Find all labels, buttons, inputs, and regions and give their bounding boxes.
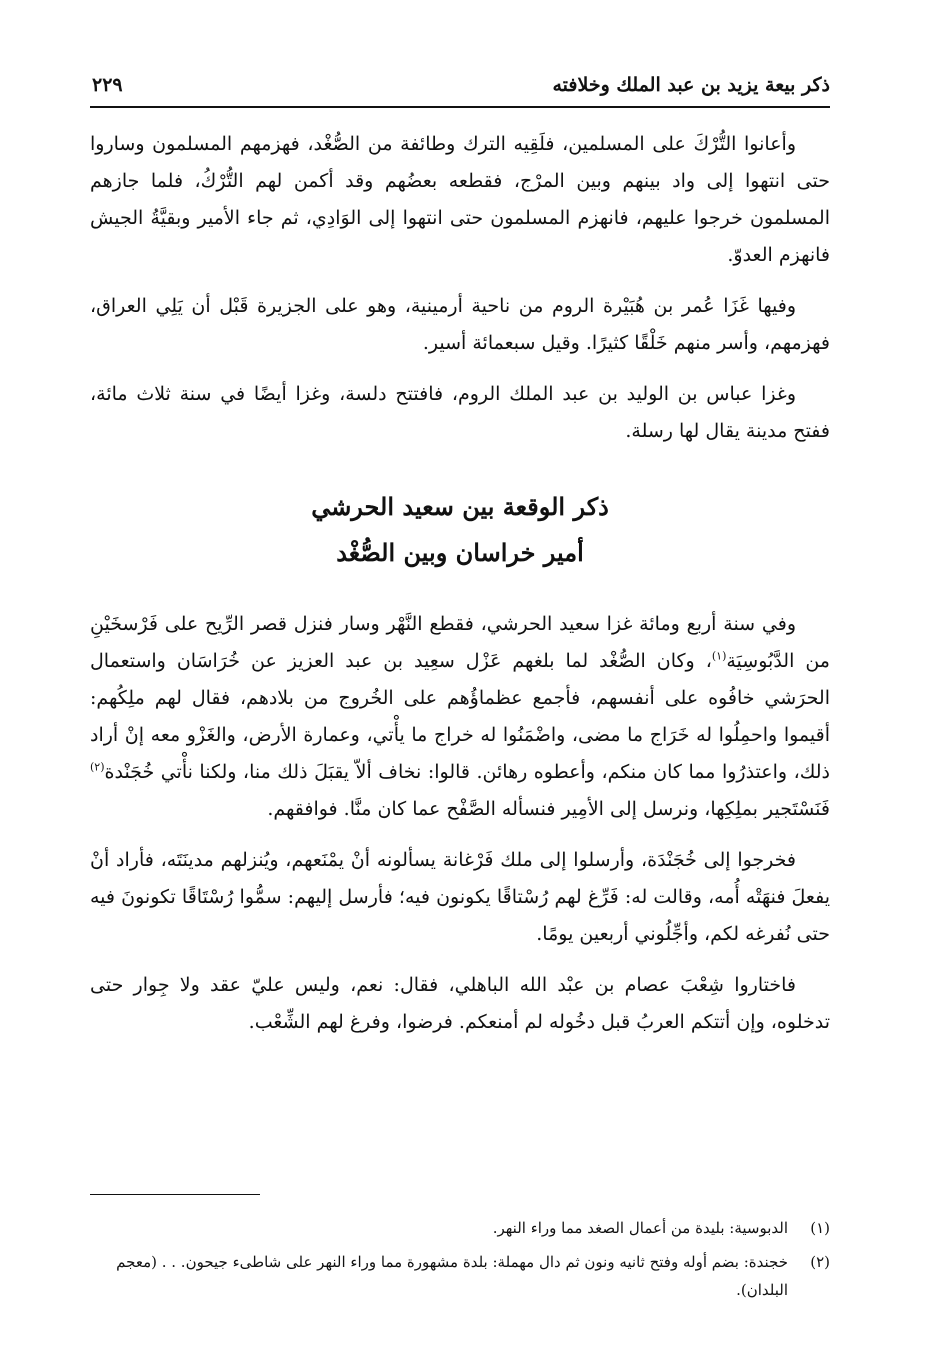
footnote-marker-2: (٢) — [90, 760, 105, 774]
paragraph-4-part-c: فَنَسْتَجير بملِكِها، ونرسل إلى الأمِير فنسأله الصَّفْح عما كان منَّا. فوافقهم. — [267, 798, 830, 820]
footnote-text: خجندة: بضم أوله وفتح ثانيه ونون ثم دال مهملة: بلدة مشهورة مما وراء النهر على شاطىء جيحون. . . (معجم البلدان). — [116, 1253, 788, 1299]
footnotes — [90, 1214, 830, 1310]
footnote-2 — [90, 1248, 830, 1304]
page-number: ٢٢٩ — [92, 74, 123, 96]
paragraph-4-part-a: وفي سنة أربع ومائة غزا سعيد الحرشي، فقطع النَّهْر وسار فنزل قصر الرِّيح على فَرْسخَيْنِ من الدَّبُوسِيَة — [90, 613, 830, 672]
paragraph-4-part-b: ، وكان الصُّغْد لما بلغهم عَزْل سعِيد بن عبد العزيز عن خُرَاسَان واستعمال الحرَشي خافُوه على أنفسهم، فأجمع عظماؤُهم على الخُروج من بلادهم، فقال لهم ملِكُهم: أقيموا واحمِلُوا له خَرَاج ما مضى، واضْمَنُوا له خراج ما يأْتي، وعمارة الأرض، والغَزْو معه إنْ أراد ذلك، واعتذرُوا مما كان منكم، وأعطوه رهائن. قالوا: نخاف ألاّ يقبَلَ ذلك منا، ولكنا نأْتي خُجَنْدة — [90, 650, 830, 783]
running-title: ذكر بيعة يزيد بن عبد الملك وخلافته — [552, 74, 830, 96]
footnote-number: (٢) — [810, 1253, 830, 1271]
paragraph-2: وفيها غَزَا عُمر بن هُبَيْرة الروم من ناحية أرمينية، وهو على الجزيرة قَبْل أن يَلِي العراق، فهزمهم، وأسر منهم خَلْقًا كثيرًا. وقيل سبعمائة أسير. — [90, 295, 830, 354]
footnote-text: الدبوسية: بليدة من أعمال الصغد مما وراء النهر. — [492, 1219, 788, 1237]
section-heading-line-2: أمير خراسان وبين الصُّغْد — [336, 538, 584, 567]
footnote-marker-1: (١) — [711, 649, 727, 663]
footnote-1 — [90, 1214, 830, 1242]
paragraph-4 — [90, 606, 830, 828]
section-heading — [90, 484, 830, 576]
paragraph-3: وغزا عباس بن الوليد بن عبد الملك الروم، فافتتح دلسة، وغزا أيضًا في سنة ثلاث مائة، ففتح مدينة يقال لها رسلة. — [90, 383, 830, 442]
paragraph-6: فاختاروا شِعْبَ عصام بن عبْد الله الباهلي، فقال: نعم، وليس عليّ عقد ولا جِوار حتى تدخلوه، وإن أتتكم العربُ قبل دخُوله لم أمنعكم. فرضوا، وفرغ لهم الشِّعْب. — [90, 974, 830, 1033]
section-heading-line-1: ذكر الوقعة بين سعيد الحرشي — [311, 492, 609, 521]
book-page — [90, 66, 830, 1316]
paragraph-1: وأعانوا التُّرْكَ على المسلمين، فلَقِيه الترك وطائفة من الصُّغْد، فهزمهم المسلمون وساروا حتى انتهوا إلى واد بينهم وبين المرْج، فقطعه بعضُهم وقد أكمن لهم التُّرْكُ، فلما جازهم المسلمون خرجوا عليهم، فانهزم المسلمون حتى انتهوا إلى الوَادِي، ثم جاء الأمير وبقيَّةُ الجيش فانهزم العدوّ. — [90, 133, 830, 266]
page-header — [90, 66, 830, 112]
footnote-number: (١) — [810, 1219, 830, 1237]
paragraph-5: فخرجوا إلى خُجَنْدَة، وأرسلوا إلى ملك فَرْغانة يسألونه أنْ يمْنَعهم، ويُنزلهم مدينَتَه، فأراد أنْ يفعلَ فنهَتْه أُمه، وقالت له: فَرِّغ لهم رُسْتاقًا يكونون فيه؛ فأرسل إليهم: سمُّوا رُسْتَاقًا تكونونَ فيه حتى نُفرغه لكم، وأجِّلُوني أربعين يومًا. — [90, 849, 830, 945]
footnote-rule — [90, 1194, 260, 1195]
header-rule — [90, 106, 830, 108]
